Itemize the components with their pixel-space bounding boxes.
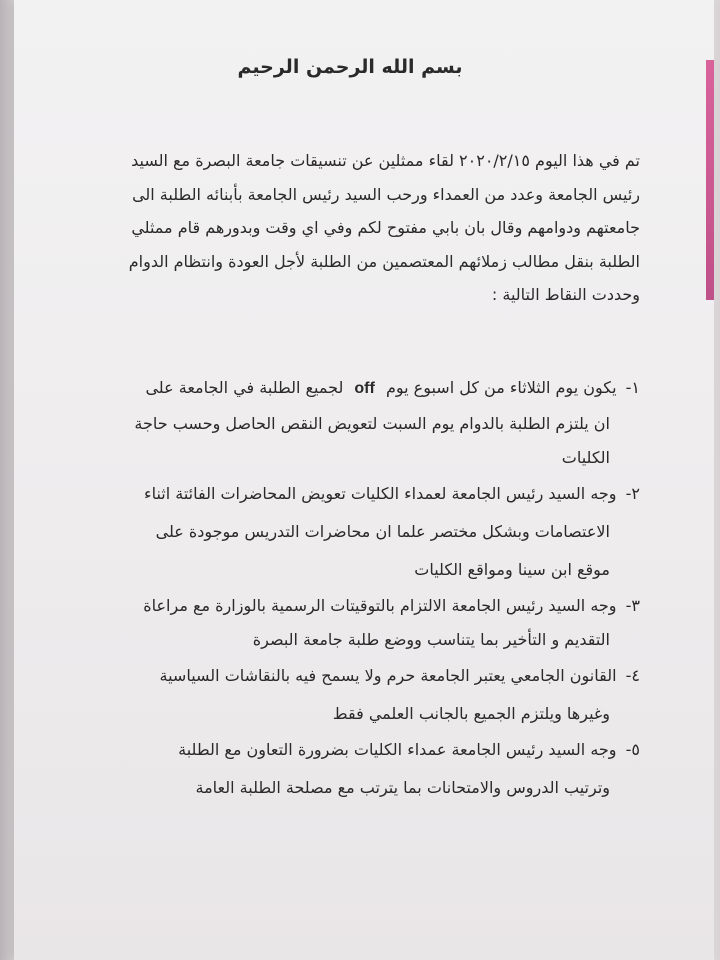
item-text: يكون يوم الثلاثاء من كل اسبوع يوم xyxy=(385,378,617,397)
intro-line: جامعتهم ودوامهم وقال بان بابي مفتوح لكم وفي اي وقت وبدورهم قام ممثلي xyxy=(131,218,640,237)
item-number: ٤- xyxy=(625,666,640,685)
item-text: وجه السيد رئيس الجامعة لعمداء الكليات تعويض المحاضرات الفائتة اثناء xyxy=(144,484,617,503)
item-keyword: off xyxy=(354,380,375,397)
list-item-4 xyxy=(60,664,640,688)
intro-paragraph xyxy=(60,144,640,312)
intro-line: رئيس الجامعة وعدد من العمداء ورحب السيد رئيس الجامعة بأبنائه الطلبة الى xyxy=(132,184,640,204)
item-number: ١- xyxy=(625,378,640,397)
item-number: ٣- xyxy=(625,596,640,615)
intro-line: وحددت النقاط التالية : xyxy=(491,285,640,304)
list-item-2-line: الاعتصامات وبشكل مختصر علما ان محاضرات التدريس موجودة على xyxy=(155,522,610,541)
item-text: القانون الجامعي يعتبر الجامعة حرم ولا يسمح فيه بالنقاشات السياسية xyxy=(159,666,617,685)
list-item-1-line: الكليات xyxy=(561,448,610,467)
item-number: ٥- xyxy=(625,740,640,759)
item-text: وجه السيد رئيس الجامعة عمداء الكليات بضرورة التعاون مع الطلبة xyxy=(178,740,617,759)
list-item-3-line: التقديم و التأخير بما يتناسب ووضع طلبة جامعة البصرة xyxy=(252,630,610,649)
list-item-4-line: وغيرها ويلتزم الجميع بالجانب العلمي فقط xyxy=(332,704,610,723)
list-item-1 xyxy=(60,376,640,401)
intro-line: الطلبة بنقل مطالب زملائهم المعتصمين من الطلبة لأجل العودة وانتظام الدوام xyxy=(128,251,640,271)
pink-folder-edge xyxy=(706,60,714,300)
document-body xyxy=(60,0,640,960)
item-text: لجميع الطلبة في الجامعة على xyxy=(145,378,344,397)
list-item-5-line: وترتيب الدروس والامتحانات بما يترتب مع مصلحة الطلبة العامة xyxy=(195,778,610,797)
item-number: ٢- xyxy=(625,484,640,503)
list-item-3 xyxy=(60,594,640,618)
list-item-2 xyxy=(60,482,640,506)
item-text: وجه السيد رئيس الجامعة الالتزام بالتوقيتات الرسمية بالوزارة مع مراعاة xyxy=(143,596,617,615)
intro-line: تم في هذا اليوم ٢٠٢٠/٢/١٥ لقاء ممثلين عن تنسيقات جامعة البصرة مع السيد xyxy=(131,151,640,170)
list-item-1-line: ان يلتزم الطلبة بالدوام يوم السبت لتعويض النقص الحاصل وحسب حاجة xyxy=(134,414,610,433)
list-item-2-line: موقع ابن سينا ومواقع الكليات xyxy=(414,560,610,579)
list-item-5 xyxy=(60,738,640,762)
document-title: بسم الله الرحمن الرحيم xyxy=(237,56,463,78)
